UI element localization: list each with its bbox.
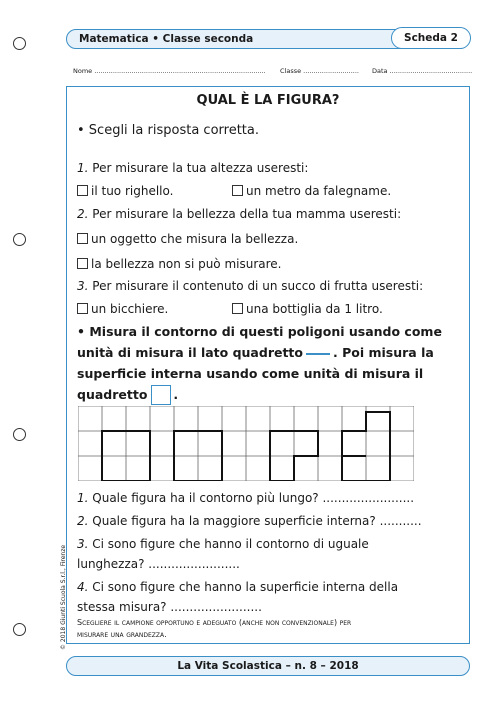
instruction-measure-part1: • Misura il contorno di questi poligoni usando come unità di misura il lato quadretto [77,324,442,360]
q2-option-a[interactable] [77,232,298,246]
instruction-choose: • Scegli la risposta corretta. [77,123,259,138]
checkbox[interactable] [77,233,88,244]
question-3-text: Per misurare il contenuto di un succo di frutta useresti: [92,279,424,293]
question-1-number: 1. [77,161,89,175]
grid-lines [78,406,414,481]
question-3 [77,279,423,293]
q3-option-a[interactable] [77,302,168,316]
followup-2-number: 2. [77,514,89,528]
followup-4-text: Ci sono figure che hanno la superficie interna della [92,580,399,594]
option-label: un bicchiere. [91,302,169,316]
punch-hole-4 [13,623,26,636]
option-label: un metro da falegname. [246,184,392,198]
punch-hole-1 [13,37,26,50]
checkbox[interactable] [232,185,243,196]
punch-hole-3 [13,428,26,441]
question-3-number: 3. [77,279,89,293]
followup-1 [77,491,414,505]
instruction-measure-part2: . Poi misura la superficie interna usando come unità di misura il quadretto [77,345,434,402]
class-field[interactable]: Classe ........................... [280,67,359,75]
date-field[interactable]: Data ........................................ [372,67,473,75]
followup-3 [77,537,369,551]
header-bar [66,29,470,49]
followup-1-text: Quale figura ha il contorno più lungo? ........................ [92,491,415,505]
punch-hole-2 [13,233,26,246]
name-field[interactable]: Nome ................................................................................... [73,67,266,75]
followup-2-text: Quale figura ha la maggiore superficie interna? ........... [92,514,422,528]
followup-3-number: 3. [77,537,89,551]
followup-2 [77,514,422,528]
scheda-badge: Scheda 2 [391,27,471,49]
instruction-measure [77,321,457,405]
followup-4-text-cont: stessa misura? ........................ [77,600,262,614]
followup-4-number: 4. [77,580,89,594]
instruction-measure-part3: . [173,387,179,402]
option-label: il tuo righello. [91,184,174,198]
followup-4-cont [77,600,262,614]
option-label: una bottiglia da 1 litro. [246,302,383,316]
question-1-text: Per misurare la tua altezza useresti: [92,161,309,175]
footnote-line-2: misurare una grandezza. [77,630,167,639]
q2-option-b[interactable] [77,257,282,271]
worksheet-box [66,86,470,644]
checkbox[interactable] [77,258,88,269]
followup-4 [77,580,398,594]
question-2-number: 2. [77,207,89,221]
footnote [77,617,351,641]
option-label: un oggetto che misura la bellezza. [91,232,299,246]
unit-segment-icon [306,353,330,355]
question-2-text: Per misurare la bellezza della tua mamma useresti: [92,207,402,221]
followup-1-number: 1. [77,491,89,505]
q1-option-b[interactable] [232,184,391,198]
polygons-grid [78,406,414,481]
question-2 [77,207,401,221]
copyright-text: © 2018 Giunti Scuola S.r.l., Firenze [60,544,67,650]
question-1 [77,161,308,175]
checkbox[interactable] [77,185,88,196]
followup-3-cont [77,557,240,571]
header-title: Matematica • Classe seconda [79,33,254,45]
footnote-line-1: Scegliere il campione opportuno e adeguato (anche non convenzionale) per [77,618,352,627]
q3-option-b[interactable] [232,302,383,316]
footer-bar: La Vita Scolastica – n. 8 – 2018 [66,656,470,676]
checkbox[interactable] [232,303,243,314]
checkbox[interactable] [77,303,88,314]
followup-3-text-cont: lunghezza? ........................ [77,557,240,571]
worksheet-title: QUAL È LA FIGURA? [196,93,340,108]
followup-3-text: Ci sono figure che hanno il contorno di uguale [92,537,369,551]
unit-square-icon [151,385,171,405]
option-label: la bellezza non si può misurare. [91,257,282,271]
q1-option-a[interactable] [77,184,173,198]
